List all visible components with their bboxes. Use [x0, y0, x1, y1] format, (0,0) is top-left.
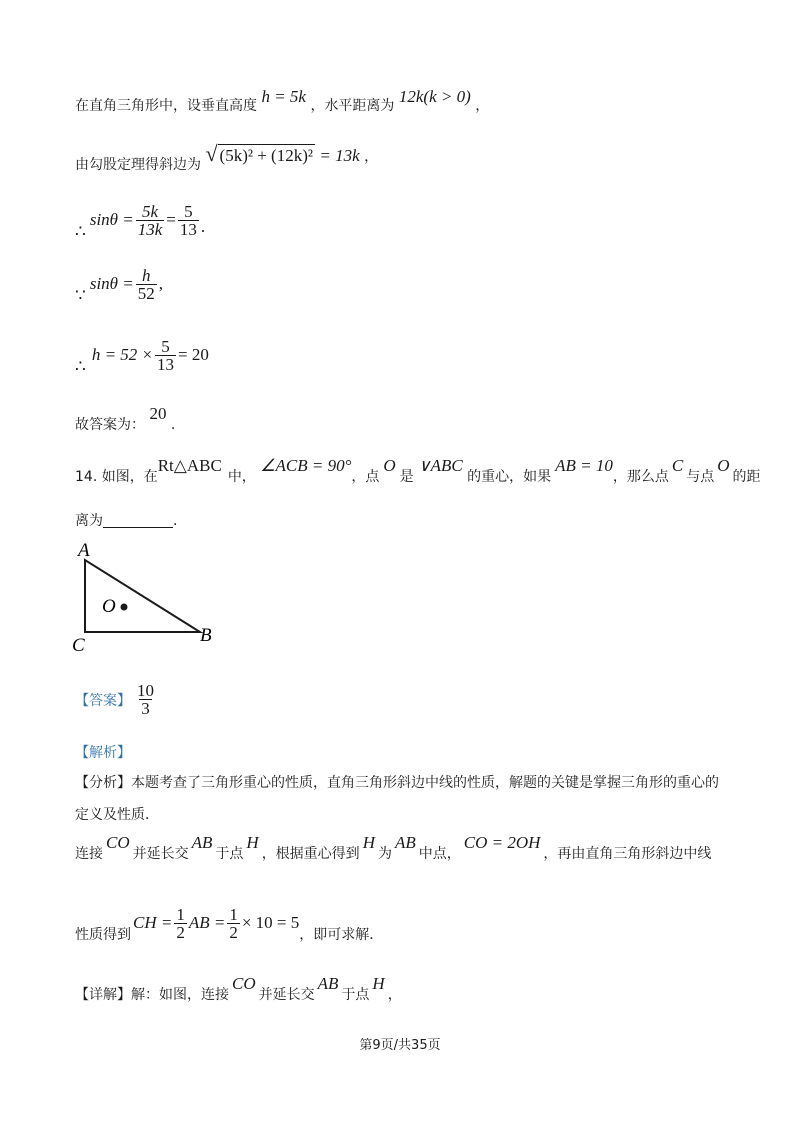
text: 并延长交 [258, 987, 315, 1003]
text: 与点 [686, 469, 715, 485]
fraction [178, 203, 199, 238]
analysis-p5 [75, 974, 402, 1004]
math-ab: AB [394, 833, 416, 852]
math-co-2oh: CO = 2OH [463, 833, 541, 852]
text: 中点， [418, 846, 461, 862]
page-footer: 第9页/共35页 [359, 1038, 441, 1053]
radicand: (5k)² + (12k)² [219, 146, 313, 165]
therefore-symbol: ∴ [75, 357, 86, 376]
math: × 10 = 5 [241, 913, 300, 932]
numerator: 1 [229, 904, 238, 924]
text: 离为 [75, 513, 103, 529]
radical-icon: √ [205, 141, 218, 166]
text: 连接 [75, 846, 103, 862]
text: ，点 [351, 469, 380, 485]
numerator: h [142, 265, 151, 285]
math-co: CO [232, 974, 256, 993]
text: ，那么点 [612, 469, 669, 485]
text: 性质得到 [75, 927, 131, 943]
analysis-p1: 【分析】本题考查了三角形重心的性质，直角三角形斜边中线的性质，解题的关键是掌握三角形的重心的 [75, 775, 719, 791]
label-a: A [78, 540, 90, 561]
solution-line-6 [75, 404, 176, 434]
equals: = [166, 210, 176, 229]
because-symbol: ∵ [75, 286, 86, 305]
fraction [136, 267, 157, 302]
analysis-p4 [75, 902, 383, 944]
numerator: 10 [137, 681, 154, 700]
text: 并延长交 [132, 846, 189, 862]
question-number: 14. 如图，在 [75, 469, 158, 485]
answer-value: 20 [149, 404, 167, 423]
math-ab: AB [191, 833, 213, 852]
text: 是 [399, 469, 414, 485]
math-ch: CH = [133, 913, 173, 932]
solution-line-2 [75, 143, 378, 174]
text: ，根据重心得到 [261, 846, 360, 862]
text: 故答案为： [75, 417, 145, 433]
math-h: H [246, 833, 259, 852]
centroid-dot [121, 604, 128, 611]
denominator: 52 [137, 283, 155, 303]
math-h: H [372, 974, 385, 993]
math-rt: Rt△ABC [157, 456, 222, 475]
math-o: O [383, 456, 396, 475]
math: = 20 [178, 345, 209, 364]
denominator: 3 [141, 699, 150, 718]
solution-line-3 [75, 198, 205, 242]
triangle-figure [70, 540, 230, 655]
denominator: 13k [137, 219, 163, 239]
numerator: 1 [176, 904, 185, 924]
text: ，再由直角三角形斜边中线 [543, 846, 712, 862]
solution-line-1 [75, 87, 490, 115]
analysis-p2: 定义及性质． [75, 807, 159, 823]
question-14-line-1 [75, 456, 761, 486]
label-c: C [72, 635, 85, 655]
text: . [173, 513, 178, 529]
period: . [200, 217, 206, 236]
math-hyp: = 13k [319, 146, 360, 165]
text: ， [475, 98, 490, 114]
fraction [227, 906, 240, 941]
numerator: 5 [184, 201, 193, 221]
solution-line-4 [75, 262, 163, 306]
answer-tag: 【答案】 [75, 692, 131, 709]
text: 由勾股定理得斜边为 [75, 157, 201, 173]
text: 于点 [215, 846, 244, 862]
text: 的距 [732, 469, 761, 485]
math-triangle: ∨ABC [418, 456, 463, 475]
text: 于点 [341, 987, 370, 1003]
math-ab: AB = 10 [555, 456, 613, 475]
math: sinθ = [89, 274, 134, 293]
denominator: 2 [229, 922, 238, 942]
solution-line-5 [75, 333, 209, 377]
comma: , [158, 274, 163, 293]
numerator: 5k [142, 201, 159, 221]
fraction [174, 906, 187, 941]
text: ， [364, 149, 379, 165]
label-b: B [200, 625, 212, 646]
math-distance: 12k(k > 0) [398, 87, 471, 106]
text: 为 [377, 846, 392, 862]
text: ， [387, 987, 402, 1003]
fraction [136, 203, 165, 238]
text: 在直角三角形中，设垂直高度 [75, 98, 257, 114]
math: AB = [188, 913, 226, 932]
math-height: h = 5k [261, 87, 306, 106]
numerator: 5 [161, 336, 170, 356]
fraction [155, 338, 176, 373]
math-c: C [671, 456, 684, 475]
sqrt-expression [205, 143, 315, 165]
denominator: 13 [179, 219, 197, 239]
math-ab: AB [317, 974, 339, 993]
denominator: 13 [157, 354, 175, 374]
math-angle: ∠ACB = 90° [260, 456, 352, 475]
text: ，水平距离为 [310, 98, 395, 114]
math: h = 52 × [91, 345, 154, 364]
analysis-tag: 【解析】 [75, 745, 131, 761]
answer-line [75, 682, 158, 717]
answer-blank [103, 513, 173, 528]
text: 【详解】解：如图，连接 [75, 987, 229, 1003]
answer-fraction [135, 682, 156, 717]
text: . [170, 417, 176, 433]
label-o: O [102, 596, 116, 617]
denominator: 2 [176, 922, 185, 942]
math-co: CO [106, 833, 130, 852]
text: ，即可求解． [299, 927, 384, 943]
math: sinθ = [89, 210, 134, 229]
text: 中， [227, 469, 256, 485]
question-14-line-2 [75, 510, 177, 530]
math-o: O [717, 456, 730, 475]
therefore-symbol: ∴ [75, 222, 86, 241]
analysis-p3 [75, 833, 712, 863]
text: 的重心，如果 [467, 469, 552, 485]
math-h: H [362, 833, 375, 852]
